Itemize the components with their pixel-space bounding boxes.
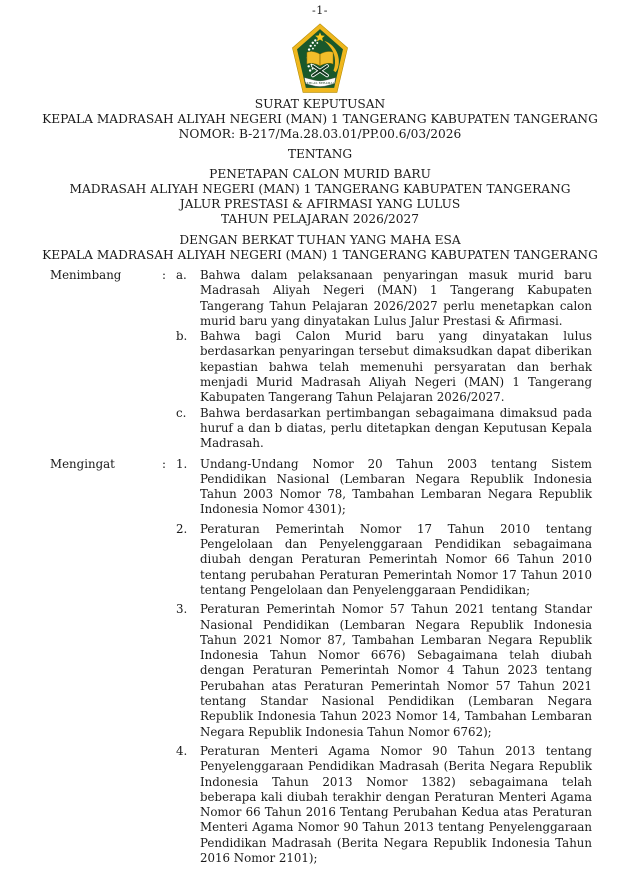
logo-banner-text: IKHLAS BERAMAL bbox=[305, 80, 335, 85]
item-marker: a. bbox=[176, 268, 187, 282]
item-marker: 4. bbox=[176, 743, 188, 758]
item-marker: 2. bbox=[176, 521, 188, 536]
list-item bbox=[176, 457, 592, 518]
tentang-block bbox=[0, 147, 640, 162]
page-number: -1- bbox=[312, 4, 328, 17]
section-menimbang bbox=[0, 268, 640, 452]
section-colon: : bbox=[162, 268, 166, 282]
title-block bbox=[0, 97, 640, 142]
item-marker: 3. bbox=[176, 602, 188, 617]
invocation-block bbox=[0, 233, 640, 263]
item-text: Bahwa dalam pelaksanaan penyaringan masuk murid baru Madrasah Aliyah Negeri (MAN) 1 Tangerang Kabupaten Tangerang Tahun Pelajaran 2026/2027 perlu menetapkan calon murid baru yang dinyatakan Lulus Jalur Prestasi & Afirmasi. bbox=[200, 268, 592, 328]
item-marker: b. bbox=[176, 329, 188, 344]
subject-block bbox=[0, 167, 640, 227]
item-marker: 1. bbox=[176, 456, 188, 471]
logo-row bbox=[0, 23, 640, 94]
section-mengingat bbox=[0, 457, 640, 867]
item-text: Peraturan Pemerintah Nomor 17 Tahun 2010 tentang Pengelolaan dan Penyelenggaraan Pendidikan sebagaimana diubah dengan Peraturan Pemerintah Nomor 66 Tahun 2010 tentang perubahan Peraturan Pemerintah Nomor 17 Tahun 2010 tentang Pengelolaan dan Penyelenggaraan Pendidikan; bbox=[200, 521, 592, 597]
list-item bbox=[176, 522, 592, 598]
mengingat-items bbox=[176, 457, 592, 867]
item-text: Peraturan Menteri Agama Nomor 90 Tahun 2013 tentang Penyelenggaraan Pendidikan Madrasah (Berita Negara Republik Indonesia Tahun 2013 Nomor 1382) sebagaimana telah beberapa kali diubah terakhir dengan Peraturan Menteri Agama Nomor 66 Tahun 2016 Tentang Perubahan Kedua atas Peraturan Menteri Agama Nomor 90 Tahun 2013 tentang Penyelenggaraan Pendidikan Madrasah (Berita Negara Republik Indonesia Tahun 2016 Nomor 2101); bbox=[200, 743, 592, 865]
subject-line: MADRASAH ALIYAH NEGERI (MAN) 1 TANGERANG KABUPATEN TANGERANG bbox=[69, 182, 571, 196]
item-text: Bahwa berdasarkan pertimbangan sebagaimana dimaksud pada huruf a dan b diatas, perlu ditetapkan dengan Keputusan Kepala Madrasah. bbox=[200, 405, 592, 451]
authority-line: KEPALA MADRASAH ALIYAH NEGERI (MAN) 1 TANGERANG KABUPATEN TANGERANG bbox=[42, 248, 598, 262]
section-colon: : bbox=[162, 456, 166, 471]
decree-body bbox=[0, 268, 640, 866]
list-item bbox=[176, 329, 592, 405]
tentang-label: TENTANG bbox=[287, 147, 353, 161]
menimbang-items bbox=[176, 268, 592, 452]
invocation-line: DENGAN BERKAT TUHAN YANG MAHA ESA bbox=[179, 233, 461, 247]
section-label: Mengingat bbox=[50, 456, 115, 471]
subject-line: TAHUN PELAJARAN 2026/2027 bbox=[220, 212, 420, 226]
item-text: Peraturan Pemerintah Nomor 57 Tahun 2021 tentang Standar Nasional Pendidikan (Lembaran Negara Republik Indonesia Tahun 2021 Nomor 87, Tambahan Lembaran Negara Republik Indonesia Tahun Nomor 6676) Sebagaimana telah diubah dengan Peraturan Pemerintah Nomor 4 Tahun 2023 tentang Perubahan atas Peraturan Pemerintah Nomor 57 Tahun 2021 tentang Standar Nasional Pendidikan (Lembaran Negara Republik Indonesia Tahun 2023 Nomor 14, Tambahan Lembaran Negara Republik Indonesia Tahun Nomor 6762); bbox=[200, 602, 592, 739]
issuer-line: KEPALA MADRASAH ALIYAH NEGERI (MAN) 1 TANGERANG KABUPATEN TANGERANG bbox=[42, 112, 598, 126]
list-item bbox=[176, 268, 592, 329]
subject-line: PENETAPAN CALON MURID BARU bbox=[209, 167, 431, 181]
document-title: SURAT KEPUTUSAN bbox=[254, 97, 386, 111]
list-item bbox=[176, 406, 592, 452]
list-item bbox=[176, 744, 592, 866]
subject-line: JALUR PRESTASI & AFIRMASI YANG LULUS bbox=[179, 197, 461, 211]
ministry-of-religious-affairs-logo-icon bbox=[291, 23, 349, 94]
item-text: Bahwa bagi Calon Murid baru yang dinyatakan lulus berdasarkan penyaringan tersebut dimaksudkan dapat diberikan kepastian bahwa telah memenuhi persyaratan dan berhak menjadi Murid Madrasah Aliyah Negeri (MAN) 1 Tangerang Kabupaten Tangerang Tahun Pelajaran 2026/2027. bbox=[200, 329, 592, 405]
section-label: Menimbang bbox=[50, 268, 122, 282]
item-marker: c. bbox=[176, 405, 187, 420]
item-text: Undang-Undang Nomor 20 Tahun 2003 tentang Sistem Pendidikan Nasional (Lembaran Negara Republik Indonesia Tahun 2003 Nomor 78, Tambahan Lembaran Negara Republik Indonesia Nomor 4301); bbox=[200, 456, 592, 517]
list-item bbox=[176, 602, 592, 740]
document-number: NOMOR: B-217/Ma.28.03.01/PP.00.6/03/2026 bbox=[178, 127, 462, 141]
